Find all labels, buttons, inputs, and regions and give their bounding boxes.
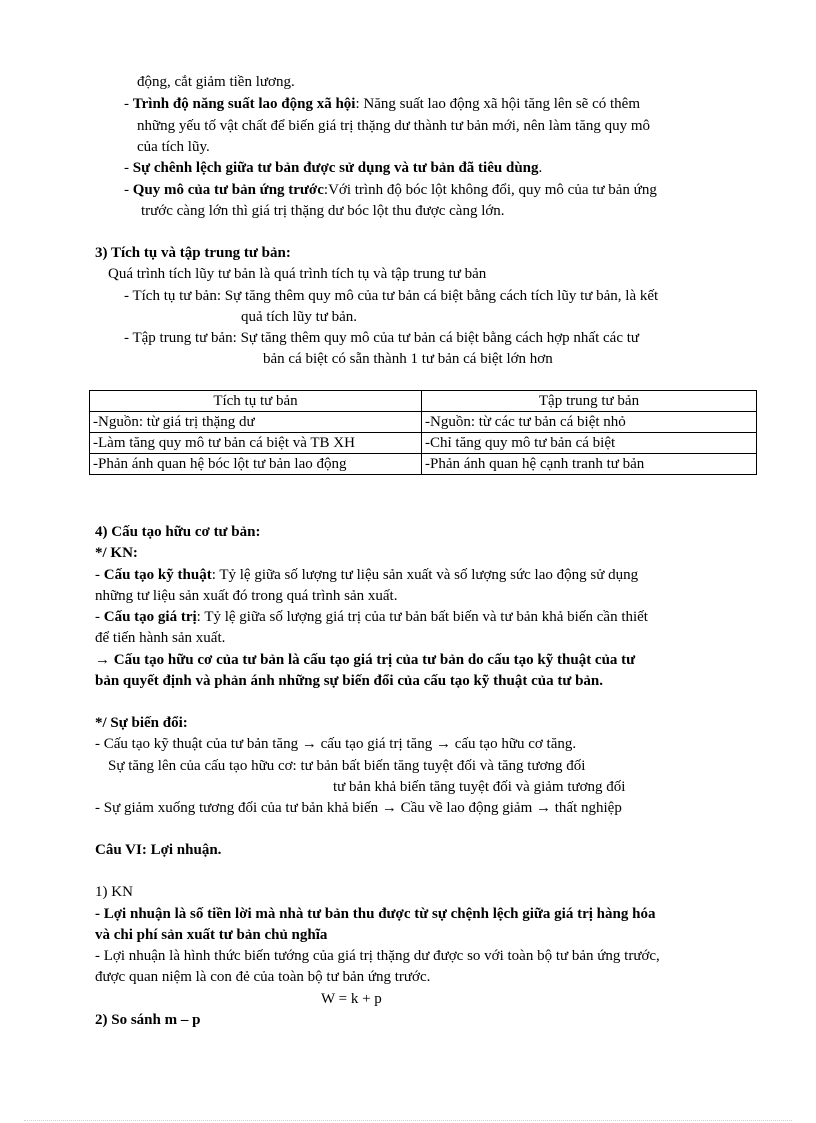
term-difference: Sự chênh lệch giữa tư bản được sử dụng và tư bản đã tiêu dùng [132, 160, 539, 176]
table-cell: -Nguồn: từ giá trị thặng dư [90, 412, 422, 433]
subheading-kn: */ KN: [95, 545, 138, 561]
conclusion-line: → Cấu tạo hữu cơ của tư bản là cấu tạo giá trị của tư bản do cấu tạo kỹ thuật của tư [95, 652, 636, 668]
paragraph-line: - Lợi nhuận là hình thức biến tướng của giá trị thặng dư được so với toàn bộ tư bản ứng trước, [95, 948, 660, 964]
table-header-cell: Tập trung tư bản [422, 391, 757, 412]
paragraph-line: những tư liệu sản xuất đó trong quá trình sản xuất. [95, 588, 398, 604]
formula: W = k + p [321, 991, 382, 1007]
definition-technical: - Cấu tạo kỹ thuật: Tỷ lệ giữa số lượng tư liệu sản xuất và số lượng sức lao động sử dụng [95, 567, 639, 583]
paragraph-line: của tích lũy. [137, 139, 210, 155]
table-row [90, 412, 757, 433]
conclusion-line: bản quyết định và phản ánh những sự biến đổi của cấu tạo kỹ thuật của tư bản. [95, 673, 604, 689]
table-row [90, 433, 757, 454]
list-item-scale: - Quy mô của tư bản ứng trước:Với trình độ bóc lột không đổi, quy mô của tư bản ứng [124, 182, 657, 198]
table-cell: -Phản ánh quan hệ bóc lột tư bản lao động [90, 454, 422, 475]
section-title-4: 4) Cấu tạo hữu cơ tư bản: [95, 524, 261, 540]
section3-intro: Quá trình tích lũy tư bản là quá trình tích tụ và tập trung tư bản [108, 266, 487, 282]
paragraph-line: những yếu tố vật chất để biến giá trị thặng dư thành tư bản mới, nên làm tăng quy mô [137, 118, 651, 134]
change-item: - Cấu tạo kỹ thuật của tư bản tăng → cấu tạo giá trị tăng → cấu tạo hữu cơ tăng. [95, 736, 577, 752]
term-value: Cấu tạo giá trị [103, 609, 197, 625]
subheading-compare: 2) So sánh m – p [95, 1012, 201, 1028]
list-item-concentration: - Tập trung tư bản: Sự tăng thêm quy mô của tư bản cá biệt bằng cách hợp nhất các tư [124, 330, 640, 346]
definition-value: - Cấu tạo giá trị: Tỷ lệ giữa số lượng giá trị của tư bản bất biến và tư bản khả biến cần thiết [95, 609, 648, 625]
section-title-3: 3) Tích tụ và tập trung tư bản: [95, 245, 291, 261]
page-boundary [24, 1120, 792, 1121]
question-title-6: Câu VI: Lợi nhuận. [95, 842, 222, 858]
table-cell: -Chỉ tăng quy mô tư bản cá biệt [422, 433, 757, 454]
change-item: - Sự giảm xuống tương đối của tư bản khả biến → Cầu về lao động giảm → thất nghiệp [95, 800, 622, 816]
term-productivity: Trình độ năng suất lao động xã hội [132, 96, 356, 112]
paragraph-line: bản cá biệt có sẵn thành 1 tư bản cá biệt lớn hơn [263, 351, 553, 367]
list-item-accumulation: - Tích tụ tư bản: Sự tăng thêm quy mô của tư bản cá biệt bằng cách tích lũy tư bản, là kết [124, 288, 659, 304]
paragraph-line: để tiến hành sản xuất. [95, 630, 226, 646]
paragraph-line: động, cắt giảm tiền lương. [137, 74, 295, 90]
comparison-table [89, 390, 757, 475]
subheading-kn-6: 1) KN [95, 884, 133, 900]
subheading-change: */ Sự biến đổi: [95, 715, 188, 731]
paragraph-line: quả tích lũy tư bản. [241, 309, 358, 325]
term-scale: Quy mô của tư bản ứng trước [132, 182, 324, 198]
table-header-cell: Tích tụ tư bản [90, 391, 422, 412]
paragraph-line: được quan niệm là con đẻ của toàn bộ tư bản ứng trước. [95, 969, 431, 985]
list-item-difference: - Sự chênh lệch giữa tư bản được sử dụng và tư bản đã tiêu dùng. [124, 160, 543, 176]
change-item: tư bản khả biến tăng tuyệt đối và giảm tương đối [333, 779, 626, 795]
table-cell: -Làm tăng quy mô tư bản cá biệt và TB XH [90, 433, 422, 454]
change-item: Sự tăng lên của cấu tạo hữu cơ: tư bản bất biến tăng tuyệt đối và tăng tương đối [108, 758, 586, 774]
table-cell: -Phản ánh quan hệ cạnh tranh tư bản [422, 454, 757, 475]
profit-definition: - Lợi nhuận là số tiền lời mà nhà tư bản thu được từ sự chệnh lệch giữa giá trị hàng hóa [95, 906, 656, 922]
table-row [90, 454, 757, 475]
list-item-productivity: - Trình độ năng suất lao động xã hội: Năng suất lao động xã hội tăng lên sẽ có thêm [124, 96, 640, 112]
paragraph-line: trước càng lớn thì giá trị thặng dư bóc lột thu được càng lớn. [141, 203, 505, 219]
profit-definition-cont: và chi phí sản xuất tư bản chủ nghĩa [95, 927, 328, 943]
table-header-row [90, 391, 757, 412]
table-cell: -Nguồn: từ các tư bản cá biệt nhỏ [422, 412, 757, 433]
term-technical: Cấu tạo kỹ thuật [103, 567, 212, 583]
